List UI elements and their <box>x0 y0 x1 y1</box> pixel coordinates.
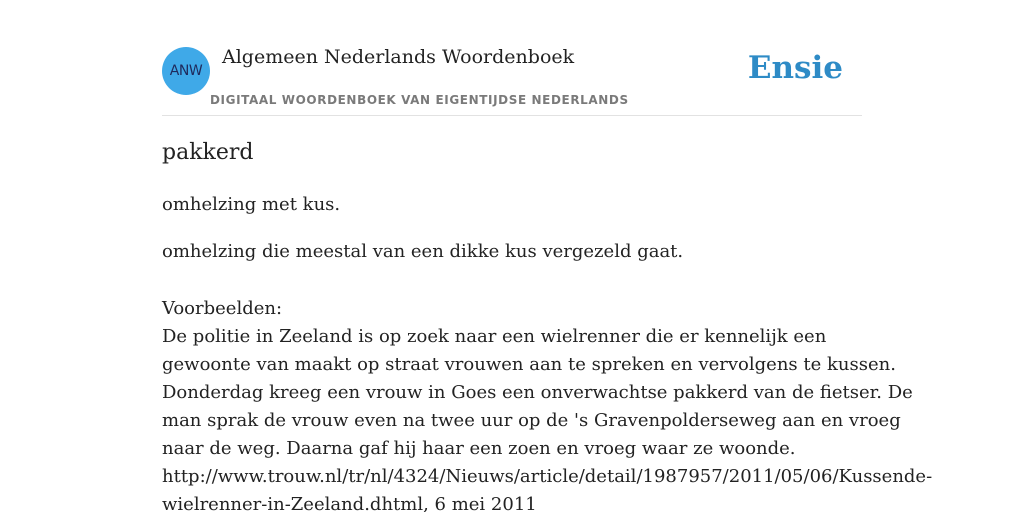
example-source-url-cont: wielrenner-in-Zeeland.dhtml, 6 mei 2011 <box>162 494 537 512</box>
header-divider <box>162 115 862 116</box>
example-line: gewoonte van maakt op straat vrouwen aan te spreken en vervolgens te kussen. <box>162 354 896 375</box>
anw-logo[interactable] <box>162 47 210 95</box>
examples-heading: Voorbeelden: <box>162 298 283 319</box>
example-line: Donderdag kreeg een vrouw in Goes een onverwachtse pakkerd van de fietser. De <box>162 382 913 403</box>
long-definition: omhelzing die meestal van een dikke kus vergezeld gaat. <box>162 241 684 262</box>
short-definition: omhelzing met kus. <box>162 194 341 215</box>
logo-text: ANW <box>169 63 203 79</box>
site-subtitle: DIGITAAL WOORDENBOEK VAN EIGENTIJDSE NEDERLANDS <box>210 93 629 107</box>
site-title[interactable]: Algemeen Nederlands Woordenboek <box>222 46 575 68</box>
ensie-brand-logo[interactable]: Ensie <box>747 50 843 86</box>
examples-block <box>162 295 1024 512</box>
example-source-url: http://www.trouw.nl/tr/nl/4324/Nieuws/article/detail/1987957/2011/05/06/Kussende- <box>162 466 933 487</box>
entry-headword: pakkerd <box>162 140 254 165</box>
example-line: man sprak de vrouw even na twee uur op de 's Gravenpolderseweg aan en vroeg <box>162 410 901 431</box>
example-line: De politie in Zeeland is op zoek naar een wielrenner die er kennelijk een <box>162 326 827 347</box>
example-line: naar de weg. Daarna gaf hij haar een zoen en vroeg waar ze woonde. <box>162 438 796 459</box>
